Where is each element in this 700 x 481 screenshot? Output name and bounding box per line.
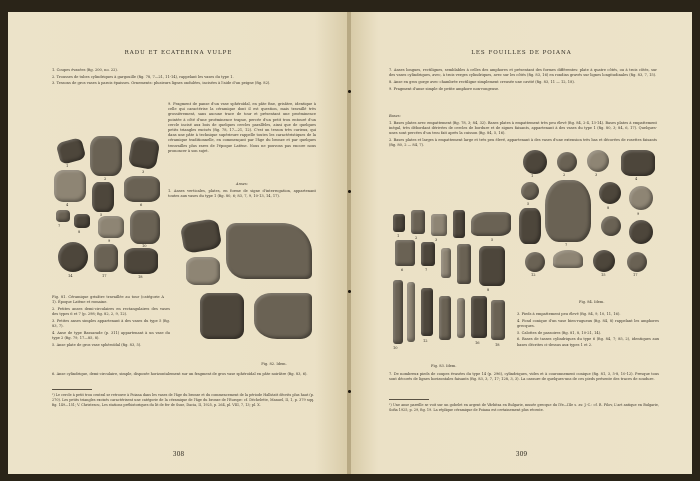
figure-82-plate (176, 217, 316, 347)
fragment (98, 216, 124, 238)
figure-84-plate (517, 146, 659, 294)
right-bottom-text (517, 312, 659, 349)
fig-number: 6 (140, 203, 143, 207)
fig-number: 17 (102, 274, 107, 278)
fig-number: 5 (100, 213, 103, 217)
fig-number: 18 (495, 343, 500, 347)
fig-number: 5 (491, 238, 494, 242)
fig-number: 10 (393, 346, 398, 350)
text-para: 1. Coupes évasées (fig. 200, no. 22). (52, 68, 118, 72)
fragment (523, 150, 547, 174)
fragment (629, 186, 653, 210)
fragment (439, 296, 451, 340)
fig-number: 1 (531, 174, 534, 178)
fragment (587, 150, 609, 172)
fig-number: 10 (142, 244, 147, 248)
text-para: 2. Trousses de tubes cylindriques à gargouille (fig. 78, 7—21, 11-14), rappelant les vases du type 1. (52, 74, 234, 79)
footnote-rule (52, 389, 92, 390)
section-heading: Anses: (236, 182, 248, 186)
right-page (351, 12, 692, 474)
fig-number: 2 (415, 236, 418, 240)
fig-number: 16 (475, 341, 480, 345)
fragment (56, 210, 70, 222)
fig-number: 8 (78, 230, 81, 234)
fig82-caption: Fig. 82. Idem. (261, 362, 287, 366)
fragment (411, 210, 425, 234)
fragment (395, 240, 415, 266)
fragment (58, 242, 88, 272)
left-anses-text (168, 182, 316, 201)
fragment (521, 182, 539, 200)
fragment (92, 182, 114, 212)
fragment (254, 293, 312, 339)
fig-number: 1 (397, 234, 400, 238)
fragment (180, 218, 223, 254)
text-para: 1. Anses verticales, plates, en forme de signe d'interrogation, appartenant toutes aux vases du type 1 (fig. 80, 6; 83, 7, 9, 10-13, 14, 17). (168, 188, 316, 198)
fig-number: 2 (104, 177, 107, 181)
fig-number: 3 (142, 170, 145, 174)
text-para: 3. Pieds à empattement peu élevé (fig. 84, 9, 10, 11, 16). (517, 312, 621, 316)
fragment (525, 252, 545, 272)
fragment (471, 296, 487, 338)
fig-number: 3 (435, 238, 438, 242)
fig-number: 8 (607, 206, 610, 210)
fragment (124, 176, 160, 202)
fig-number: 6 (401, 268, 404, 272)
fig-number: 12 (531, 273, 536, 277)
fig-number: 9 (108, 239, 111, 243)
text-para: 3. Tessons de gros vases à parois épaisses. Ornements: plusieurs lignes ondulées, incisées à l'aide d'un peigne (fig. 82). (52, 81, 271, 86)
figure-83-plate (391, 208, 513, 358)
footnote-rule (389, 399, 429, 400)
text-para: 7. Anses longues, rectilignes, semblables à celles des amphores et présentant des formes différentes: plate à quatre côtés, ou à trois côtés, sur des vases cylindriques, avec, à trois verges cylindriques, avec sur les côtés (fig. 83, 16) en rondins gravés sur lignes longitudinales (fig. 83, 7, 15). (389, 68, 657, 78)
fig-number: 9 (637, 212, 640, 216)
fragment (471, 212, 511, 236)
right-top-text (389, 68, 657, 93)
fig-number: 2 (563, 173, 566, 177)
fragment (491, 300, 505, 340)
fragment (431, 214, 447, 236)
fragment (479, 246, 505, 286)
fragment (200, 293, 244, 339)
fragment (629, 220, 653, 244)
fig84-caption: Fig. 84. Idem. (579, 300, 605, 304)
fig-number: 7 (425, 268, 428, 272)
text-para: 1. Bases plates avec empattement (fig. 78, 3; 84, 32). Bases plates à empattement très peu élevé (fig. 84, 2-4, 13-14). Bases plates à empattement inégal, très débordant dérivées de cercles de bordure et de signes faisants, appartenant à des vases du type 1 (fig. 80, 3; 84, 6, 17). Quelques-unes sont percées d'un trou fait après la cuisson (fig. 84, 5, 16). (389, 120, 657, 136)
right-running-head: LES FOUILLES DE POIANA (471, 50, 572, 56)
fragment (186, 257, 220, 285)
fragment (393, 280, 403, 344)
fragment (421, 288, 433, 336)
fragment (407, 282, 415, 342)
fragment (457, 298, 465, 338)
text-para: 6. Bases de tasses cylindriques du type 6 (fig. 84, 7; 85, 2), identiques aux bases décrites ci-dessus aux types 1 et 2. (517, 337, 659, 347)
fig-number: 18 (138, 275, 143, 279)
fragment (457, 244, 471, 284)
fig-number: 4 (635, 177, 638, 181)
fig-number: 5 (527, 202, 530, 206)
fragment (441, 248, 451, 278)
fig-number: 15 (601, 273, 606, 277)
left-page-number: 308 (172, 451, 185, 458)
text-para: 5. Calottes de passoires (fig. 81, 8, 10-21, 14). (517, 330, 602, 335)
left-running-head: RADU ET ECATERINA VULPE (124, 50, 233, 56)
fig-number: 3 (595, 173, 598, 177)
left-para-9 (168, 102, 316, 156)
fragment (621, 150, 655, 176)
fragment (599, 182, 621, 204)
fragment (226, 223, 312, 279)
fragment (56, 137, 87, 165)
fig-number: 4 (66, 203, 69, 207)
fragment (557, 152, 577, 172)
text-para: 3. Petites anses simples appartenant à des vases du type 5 (fig. 83, 7). (52, 318, 170, 329)
fragment (453, 210, 465, 238)
left-page (8, 12, 349, 474)
fragment (545, 180, 591, 242)
text-para: 2. Petites anses demi-circulaires en rectangulaires des vases des types 6 et 7 (p. 298; fig. 82, 2, 9, 12). (52, 307, 170, 317)
text-para: 8. Anse en gros gorge avec chambrée rectiligne simplement creusée une cavité (fig. 83, 11 — 12, 18). (389, 79, 575, 84)
text-para: 4. Anse de type Bassarade (p. 311) appartenant à un vase du type 2 (fig. 79, 17—85, 8). (52, 330, 170, 341)
left-footnote: ¹) Le cercle à petit trou central se retrouve à Poiana dans les vases de l'âge du bronze et du commencement de la période Hallstatt décrits plus haut (p. 270). Les petits triangles excisés caractérisent une catégorie de la céramique de l'âge du bronze de l'Europe: cf. Déchelette, Manuel, II, 1, p. 379 sqq. fig. 149—151; V. Christescu, Les stations préhistoriques du lit de fer de Suse, Dacia, II, 1925, p. 264, pl. VIII, 7, 13; pl. X. (52, 393, 314, 407)
fragment (130, 210, 160, 244)
fragment (601, 216, 621, 236)
fig-number: 8 (487, 288, 490, 292)
fragment (54, 170, 86, 202)
fig-number: 17 (633, 273, 638, 277)
left-para-6: 6. Anse cylindrique, demi-circulaire, simple, disposée horizontalement sur un fragment de gros vase sphéroïdal en pâte noirâtre (fig. 83, 6). (52, 372, 308, 376)
fragment (90, 136, 122, 176)
fragment (627, 252, 647, 272)
fragment (124, 248, 158, 274)
right-page-number: 309 (515, 451, 528, 458)
fig-number: 14 (68, 274, 73, 278)
text-para: 9. Fragment de panse d'un vase sphéroïdal, en pâte fine, grisâtre, identique à celle qui caractérise la céramique dont il est question, mais travaillé très grossièrement, sans aucune trace de tour et présentant une proéminence pointée à côté d'une proéminence trapue, percée d'un petit trou entouré d'un cercle incisé aux bois de quelques cercles parallèles, ainsi que de quelques petits triangles excisés (fig. 78, 17—21, 12). C'est un tesson très curieux, qui dans une pâte à technique supérieure rappelle toutes les caractéristiques de la céramique traditionnelle, en commençant par l'âge du bronze et par quelques trouvailles plus rares de l'époque Latène. Nous ne pouvons pas encore nous prononcer à son sujet. (168, 102, 316, 153)
fragment (519, 208, 541, 244)
fig81-caption: Fig. 81. Céramique grisâtre travaillée au tour (catégorie A 1). Époque Latène et romaine. (52, 295, 164, 305)
fragment (94, 244, 118, 272)
fragment (553, 250, 583, 268)
fig-number: 12 (423, 339, 428, 343)
left-top-text (52, 68, 314, 88)
fragment (128, 136, 161, 170)
fragment (74, 214, 90, 228)
text-para: 2. Bases plates et larges à empattement large et très peu élevé, appartenant à des vases d'une extension très bas et décorées de rosettes faisants (fig. 80, 2 — 84, 7). (389, 137, 657, 148)
section-heading: Bases: (389, 114, 401, 118)
right-para-7: 7. De nombreux pieds de coupes évasées du type 14 (p. 296), cylindriques, vides et à couronnement conique (fig. 81, 3, 5-8, 10-12). Presque tous sont décorés de lignes horizontales faisants (fig. 83, 3, 7, 17; 128, 3, 3). La cassure de quelques-uns de ces pieds présente des traces de soudure. (389, 372, 659, 382)
text-para: 4. Fond conique d'un vase bien-rugueux (fig. 84, 8) rappelant les amphores grecques. (517, 318, 659, 328)
fig-number: 7 (58, 224, 61, 228)
text-para: 9. Fragment d'anse simple de petite amphore non-rongeuse. (389, 86, 500, 91)
fragment (393, 214, 405, 232)
text-para: 5. Anse plate de gros vase sphéroïdal (fig. 83, 5). (52, 342, 142, 347)
right-footnote: ¹) Une anse pareille se voit sur un gobelet en argent de Vârbitza en Bulgarie, musée grecque du IVe—IIIe s. av. J.-C.: cf. R. Filov, L'art antique en Bulgarie, Sofia 1925, p. 29, fig. 19. La réplique céramique de Poiana est certainement plus récente. (389, 403, 659, 412)
figure-81-plate (52, 134, 164, 284)
fig83-caption: Fig. 83. Idem. (431, 364, 457, 368)
fig-number: 1 (66, 164, 69, 168)
right-bases-text (389, 114, 657, 150)
fragment (593, 250, 615, 272)
fragment (421, 242, 435, 266)
fig-number: 7 (565, 243, 568, 247)
left-bottom-text (52, 307, 170, 349)
